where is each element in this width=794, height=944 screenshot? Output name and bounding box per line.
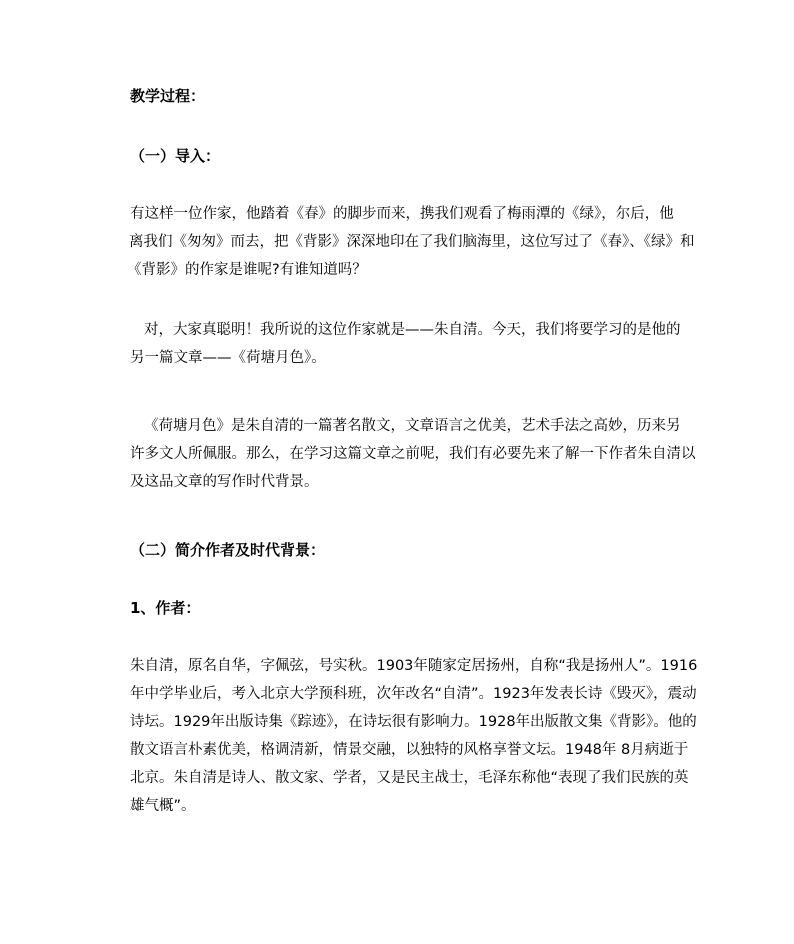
text-line: 散文语言朴素优美，格调清新，情景交融，以独特的风格享誉文坛。1948年 8月病逝于 bbox=[130, 742, 689, 758]
text-line: 北京。朱自清是诗人、散文家、学者，又是民主战士，毛泽东称他“表现了我们民族的英 bbox=[130, 770, 689, 786]
text-line: 诗坛。1929年出版诗集《踪迹》，在诗坛很有影响力。1928年出版散文集《背影》。他的 bbox=[130, 714, 697, 730]
text-line: 许多文人所佩服。那么，在学习这篇文章之前呢，我们有必要先来了解一下作者朱自清以 bbox=[130, 446, 696, 462]
paragraph-author-bio bbox=[130, 652, 700, 820]
text-line: 《荷塘月色》是朱自清的一篇著名散文，文章语言之优美，艺术手法之高妙，历来另 bbox=[144, 418, 681, 434]
paragraph-hetang-yuese bbox=[130, 412, 700, 496]
paragraph-intro-question bbox=[127, 200, 700, 284]
heading-author: 1、作者： bbox=[130, 599, 201, 617]
text-line: 对，大家真聪明！我所说的这位作家就是——朱自清。今天，我们将要学习的是他的 bbox=[144, 322, 681, 338]
text-line: 及这品文章的写作时代背景。 bbox=[130, 474, 319, 490]
heading-author-background: （二）简介作者及时代背景： bbox=[130, 541, 326, 559]
text-line: 雄气概”。 bbox=[130, 798, 196, 814]
text-line: 朱自清，原名自华，字佩弦，号实秋。1903年随家定居扬州，自称“我是扬州人”。1916 bbox=[130, 658, 698, 674]
text-line: 另一篇文章——《荷塘月色》。 bbox=[130, 350, 326, 366]
text-line: 年中学毕业后，考入北京大学预科班，次年改名“自清”。1923年发表长诗《毁灭》，震动 bbox=[130, 686, 697, 702]
heading-teaching-process: 教学过程： bbox=[130, 87, 206, 105]
text-line: 《背影》的作家是谁呢?有谁知道吗？ bbox=[127, 262, 367, 278]
text-line: 有这样一位作家，他踏着《春》的脚步而来，携我们观看了梅雨潭的《绿》，尔后，他 bbox=[130, 206, 674, 222]
paragraph-answer bbox=[130, 316, 700, 372]
heading-introduction: （一）导入： bbox=[130, 147, 221, 165]
text-line: 离我们《匆匆》而去，把《背影》深深地印在了我们脑海里，这位写过了《春》、《绿》和 bbox=[129, 234, 695, 250]
